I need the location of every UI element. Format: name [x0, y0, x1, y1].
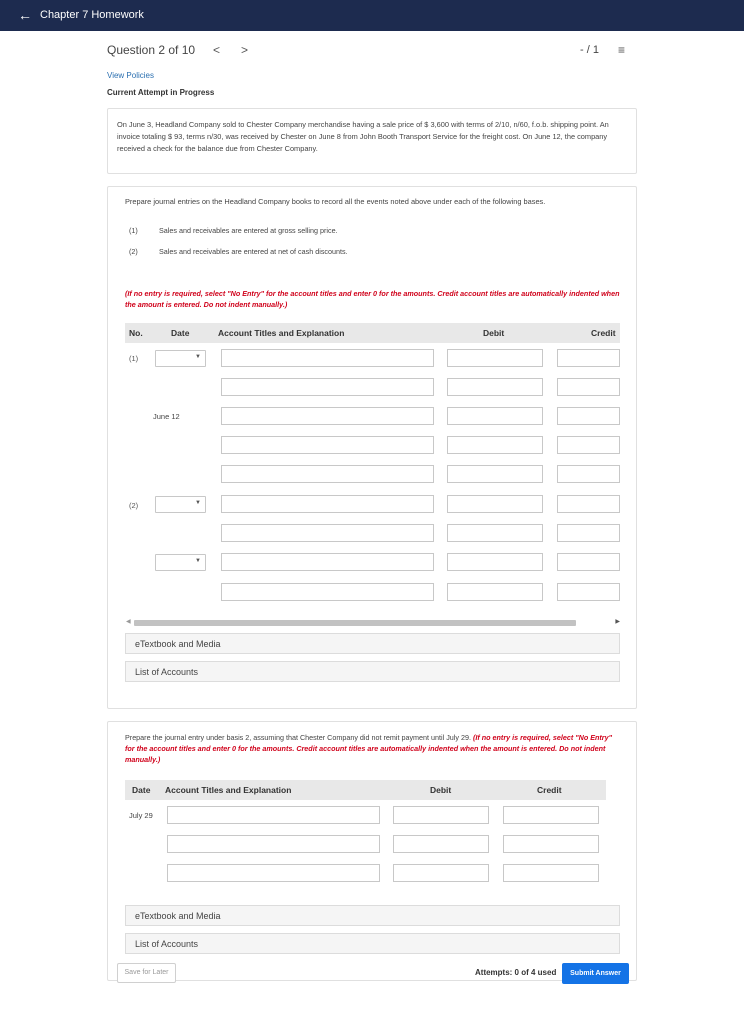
- debit-input[interactable]: [447, 524, 543, 542]
- date-select[interactable]: [155, 554, 206, 571]
- entry-1-label: (1): [129, 354, 139, 363]
- credit-input[interactable]: [503, 864, 599, 882]
- attempt-status: Current Attempt in Progress: [107, 88, 215, 97]
- account-input[interactable]: [221, 583, 434, 601]
- date-select[interactable]: [155, 496, 206, 513]
- debit-input[interactable]: [447, 436, 543, 454]
- part1-card: [107, 186, 637, 709]
- credit-input[interactable]: [503, 806, 599, 824]
- chevron-down-icon: ▼: [195, 558, 201, 564]
- account-input[interactable]: [221, 524, 434, 542]
- scrollbar-thumb[interactable]: [134, 620, 576, 626]
- entry-2-label: (2): [129, 501, 139, 510]
- part1-note: (If no entry is required, select "No Entry" for the account titles and enter 0 for the amounts. Credit account titles are automatically indented when the amount is entered. Do not indent manually.): [125, 289, 620, 309]
- etextbook-media-button[interactable]: [125, 905, 620, 926]
- account-input[interactable]: [221, 465, 434, 483]
- col-credit: Credit: [537, 785, 562, 795]
- debit-input[interactable]: [393, 835, 489, 853]
- list-of-accounts-button[interactable]: [125, 661, 620, 682]
- attempts-counter: Attempts: 0 of 4 used: [475, 968, 557, 977]
- part2-card: [107, 721, 637, 981]
- problem-card: [107, 108, 637, 174]
- part2-instruction-text: Prepare the journal entry under basis 2, assuming that Chester Company did not remit payment until July 29.: [125, 733, 471, 742]
- debit-input[interactable]: [447, 583, 543, 601]
- prev-question-button[interactable]: <: [213, 43, 221, 57]
- page-content: [0, 31, 744, 1024]
- date-july-29: July 29: [129, 811, 153, 820]
- account-input[interactable]: [221, 407, 434, 425]
- list-of-accounts-label: List of Accounts: [135, 939, 199, 949]
- horizontal-scrollbar[interactable]: [126, 619, 620, 627]
- col-credit: Credit: [591, 328, 616, 338]
- question-list-icon[interactable]: ≡: [618, 43, 626, 57]
- col-debit: Debit: [430, 785, 452, 795]
- credit-input[interactable]: [503, 835, 599, 853]
- top-bar: [0, 0, 744, 31]
- account-input[interactable]: [221, 436, 434, 454]
- list-of-accounts-label: List of Accounts: [135, 667, 199, 677]
- col-account: Account Titles and Explanation: [218, 328, 345, 338]
- debit-input[interactable]: [393, 864, 489, 882]
- basis-2-num: (2): [129, 247, 138, 256]
- col-date: Date: [171, 328, 190, 338]
- debit-input[interactable]: [447, 349, 543, 367]
- debit-input[interactable]: [447, 495, 543, 513]
- question-counter: Question 2 of 10: [107, 43, 196, 57]
- account-input[interactable]: [167, 864, 380, 882]
- etextbook-media-button[interactable]: [125, 633, 620, 654]
- basis-2-text: Sales and receivables are entered at net of cash discounts.: [159, 247, 348, 256]
- credit-input[interactable]: [557, 495, 620, 513]
- chevron-down-icon: ▼: [195, 354, 201, 360]
- part2-instruction: [125, 732, 615, 765]
- col-account: Account Titles and Explanation: [165, 785, 292, 795]
- credit-input[interactable]: [557, 378, 620, 396]
- scroll-left-icon[interactable]: ◀: [126, 619, 131, 625]
- account-input[interactable]: [221, 349, 434, 367]
- account-input[interactable]: [221, 553, 434, 571]
- question-score: - / 1: [580, 44, 599, 56]
- submit-answer-button[interactable]: Submit Answer: [562, 963, 629, 984]
- credit-input[interactable]: [557, 436, 620, 454]
- part1-instruction: Prepare journal entries on the Headland Company books to record all the events noted above under each of the following bases.: [125, 197, 546, 206]
- account-input[interactable]: [221, 378, 434, 396]
- credit-input[interactable]: [557, 583, 620, 601]
- account-input[interactable]: [167, 806, 380, 824]
- date-june-12: June 12: [153, 412, 180, 421]
- next-question-button[interactable]: >: [241, 43, 249, 57]
- back-to-chapter-link[interactable]: Chapter 7 Homework: [40, 9, 144, 21]
- problem-text: On June 3, Headland Company sold to Chester Company merchandise having a sale price of $ 3,600 with terms of 2/10, n/60, f.o.b. shipping point. An invoice totaling $ 93, terms n/30, was received by Chester on June 8 from John Booth Transport Service for the freight cost. On June 12, the company received a check for the balance due from Chester Company.: [117, 120, 609, 153]
- date-select[interactable]: [155, 350, 206, 367]
- debit-input[interactable]: [393, 806, 489, 824]
- view-policies-link[interactable]: View Policies: [107, 71, 154, 80]
- debit-input[interactable]: [447, 378, 543, 396]
- col-no: No.: [129, 328, 143, 338]
- account-input[interactable]: [221, 495, 434, 513]
- etextbook-label: eTextbook and Media: [135, 639, 221, 649]
- etextbook-label: eTextbook and Media: [135, 911, 221, 921]
- scroll-right-icon[interactable]: ▶: [615, 619, 620, 625]
- col-date: Date: [132, 785, 151, 795]
- credit-input[interactable]: [557, 553, 620, 571]
- basis-1-text: Sales and receivables are entered at gross selling price.: [159, 226, 338, 235]
- debit-input[interactable]: [447, 553, 543, 571]
- credit-input[interactable]: [557, 524, 620, 542]
- credit-input[interactable]: [557, 349, 620, 367]
- basis-1-num: (1): [129, 226, 138, 235]
- account-input[interactable]: [167, 835, 380, 853]
- part1-table-header: [125, 323, 620, 343]
- debit-input[interactable]: [447, 465, 543, 483]
- part2-note: (If no entry is required, select "No Entry" for the account titles and enter 0 for the amounts. Credit account titles are automatically indented when the amount is entered. Do not indent manually.): [125, 733, 613, 764]
- chevron-down-icon: ▼: [195, 500, 201, 506]
- col-debit: Debit: [483, 328, 505, 338]
- credit-input[interactable]: [557, 465, 620, 483]
- arrow-left-icon[interactable]: ←: [18, 7, 32, 23]
- list-of-accounts-button[interactable]: [125, 933, 620, 954]
- save-for-later-button[interactable]: Save for Later: [117, 963, 176, 983]
- debit-input[interactable]: [447, 407, 543, 425]
- part2-table-header: [125, 780, 606, 800]
- credit-input[interactable]: [557, 407, 620, 425]
